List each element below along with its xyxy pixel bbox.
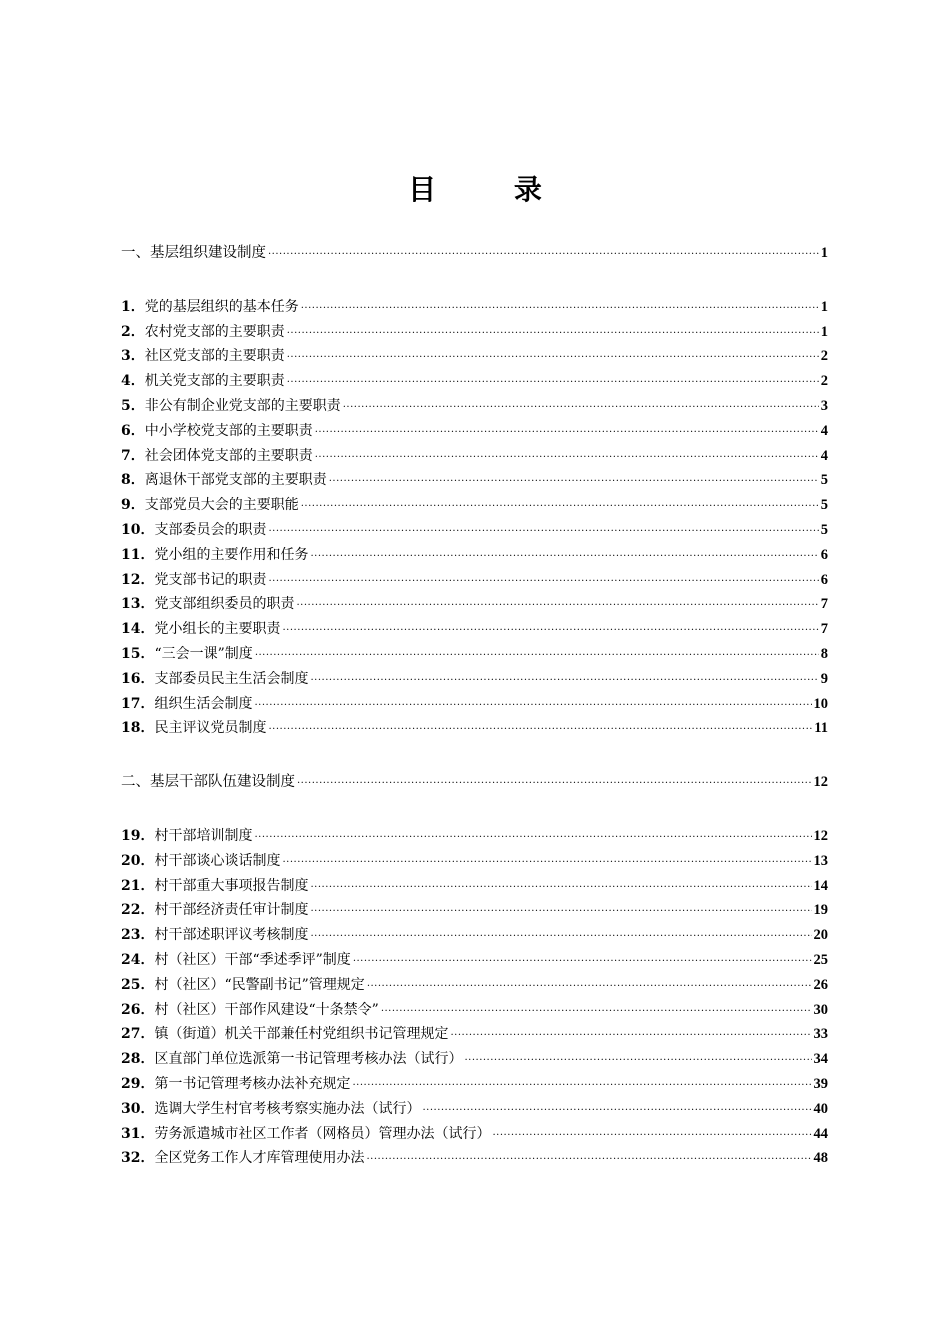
page-number: 10 — [813, 695, 828, 712]
toc-entry[interactable] — [121, 692, 828, 717]
page-number: 34 — [813, 1051, 828, 1068]
toc-section-heading[interactable] — [121, 770, 828, 795]
entry-number: 24． — [121, 951, 155, 968]
toc-entry[interactable] — [121, 1072, 828, 1097]
entry-title: 区直部门单位选派第一书记管理考核办法（试行） — [154, 1051, 463, 1068]
dot-leader — [492, 1128, 811, 1138]
entry-number: 21． — [121, 877, 155, 894]
dot-leader — [422, 1103, 811, 1113]
dot-leader — [329, 474, 819, 484]
table-of-contents — [121, 241, 828, 1171]
entry-title: 村干部述职评议考核制度 — [154, 927, 309, 944]
entry-number: 11． — [121, 546, 155, 563]
dot-leader — [268, 722, 812, 732]
page-number: 44 — [813, 1125, 828, 1142]
toc-entry[interactable] — [121, 1146, 828, 1171]
entry-title: 离退休干部党支部的主要职责 — [144, 472, 327, 489]
entry-title: 党的基层组织的基本任务 — [144, 298, 299, 315]
entry-number: 20． — [121, 852, 155, 869]
dot-leader — [297, 776, 812, 786]
entry-number: 22． — [121, 902, 155, 919]
toc-entry[interactable] — [121, 394, 828, 419]
entry-title: 第一书记管理考核办法补充规定 — [154, 1075, 351, 1092]
page-number: 8 — [820, 645, 828, 662]
section-title: 二、基层干部队伍建设制度 — [121, 774, 295, 791]
entry-title: 村干部重大事项报告制度 — [154, 877, 309, 894]
page-title: 目 录 — [408, 173, 576, 206]
entry-title: 党支部书记的职责 — [154, 571, 267, 588]
toc-entry[interactable] — [121, 898, 828, 923]
toc-entry[interactable] — [121, 518, 828, 543]
entry-title: 村干部经济责任审计制度 — [154, 902, 309, 919]
toc-entry[interactable] — [121, 295, 828, 320]
toc-entry[interactable] — [121, 468, 828, 493]
entry-title: 社会团体党支部的主要职责 — [144, 447, 313, 464]
entry-number: 4． — [121, 373, 145, 390]
spacer — [121, 795, 828, 824]
toc-section-heading[interactable] — [121, 241, 828, 266]
dot-leader — [343, 400, 819, 410]
entry-number: 8． — [121, 472, 145, 489]
entry-number: 7． — [121, 447, 145, 464]
section-title: 一、基层组织建设制度 — [121, 245, 266, 261]
dot-leader — [296, 598, 818, 608]
entry-title: 党小组的主要作用和任务 — [154, 546, 309, 563]
dot-leader — [381, 1004, 812, 1014]
dot-leader — [315, 450, 819, 460]
entry-title: 全区党务工作人才库管理使用办法 — [154, 1150, 365, 1167]
dot-leader — [464, 1053, 811, 1063]
entry-number: 10． — [121, 521, 155, 538]
page-number: 1 — [820, 323, 828, 340]
page-number: 30 — [813, 1001, 828, 1018]
toc-entry[interactable] — [121, 320, 828, 345]
entry-title: 镇（街道）机关干部兼任村党组织书记管理规定 — [154, 1026, 449, 1043]
toc-entry[interactable] — [121, 543, 828, 568]
spacer — [121, 741, 828, 770]
page-number: 5 — [820, 521, 828, 538]
toc-entry[interactable] — [121, 1022, 828, 1047]
page-number: 26 — [813, 976, 828, 993]
page-number: 7 — [820, 596, 828, 613]
entry-title: 机关党支部的主要职责 — [144, 373, 285, 390]
page-number: 33 — [813, 1026, 828, 1043]
entry-title: 村（社区）干部“季述季评”制度 — [154, 951, 351, 968]
toc-entry[interactable] — [121, 419, 828, 444]
entry-title: 支部委员民主生活会制度 — [154, 670, 309, 687]
dot-leader — [352, 1078, 811, 1088]
entry-number: 18． — [121, 720, 155, 737]
page-number: 14 — [813, 877, 828, 894]
dot-leader — [301, 499, 819, 509]
dot-leader — [282, 623, 818, 633]
page-number: 11 — [814, 720, 828, 737]
page-number: 13 — [813, 852, 828, 869]
dot-leader — [310, 549, 818, 559]
dot-leader — [287, 350, 819, 360]
dot-leader — [287, 375, 819, 385]
page-number: 4 — [820, 447, 828, 464]
entry-number: 30． — [121, 1100, 155, 1117]
entry-number: 5． — [121, 397, 145, 414]
page-number: 25 — [813, 951, 828, 968]
dot-leader — [287, 326, 819, 336]
entry-title: 劳务派遣城市社区工作者（网格员）管理办法（试行） — [154, 1125, 491, 1142]
toc-entry[interactable] — [121, 998, 828, 1023]
toc-entry[interactable] — [121, 923, 828, 948]
entry-title: “三会一课”制度 — [154, 645, 253, 662]
page-number: 6 — [820, 571, 828, 588]
toc-entry[interactable] — [121, 716, 828, 741]
entry-number: 13． — [121, 596, 155, 613]
entry-title: 中小学校党支部的主要职责 — [144, 422, 313, 439]
entry-number: 2． — [121, 323, 145, 340]
entry-title: 村（社区）干部作风建设“十条禁令” — [154, 1001, 379, 1018]
dot-leader — [310, 880, 811, 890]
entry-title: 社区党支部的主要职责 — [144, 348, 285, 365]
entry-number: 12． — [121, 571, 155, 588]
page-number: 2 — [820, 348, 828, 365]
page-number: 1 — [820, 245, 828, 261]
entry-number: 27． — [121, 1026, 155, 1043]
toc-entry[interactable] — [121, 667, 828, 692]
entry-title: 村干部培训制度 — [154, 827, 253, 844]
entry-number: 17． — [121, 695, 155, 712]
page-number: 4 — [820, 422, 828, 439]
page-number: 5 — [820, 472, 828, 489]
toc-entry[interactable] — [121, 824, 828, 849]
toc-entry[interactable] — [121, 642, 828, 667]
entry-title: 组织生活会制度 — [154, 695, 253, 712]
page-number: 12 — [813, 774, 828, 791]
entry-title: 党支部组织委员的职责 — [154, 596, 295, 613]
entry-number: 15． — [121, 645, 155, 662]
entry-number: 31． — [121, 1125, 155, 1142]
page-number: 3 — [820, 397, 828, 414]
dot-leader — [315, 425, 819, 435]
entry-number: 9． — [121, 497, 145, 514]
dot-leader — [255, 648, 819, 658]
dot-leader — [268, 524, 818, 534]
entry-number: 23． — [121, 927, 155, 944]
entry-title: 支部党员大会的主要职能 — [144, 497, 299, 514]
toc-entry[interactable] — [121, 617, 828, 642]
entry-number: 14． — [121, 621, 155, 638]
entry-number: 28． — [121, 1051, 155, 1068]
entry-number: 29． — [121, 1075, 155, 1092]
page-number: 2 — [820, 373, 828, 390]
dot-leader — [254, 830, 811, 840]
dot-leader — [301, 301, 819, 311]
page-number: 19 — [813, 902, 828, 919]
dot-leader — [254, 698, 811, 708]
toc-entry[interactable] — [121, 444, 828, 469]
toc-entry[interactable] — [121, 369, 828, 394]
toc-entry[interactable] — [121, 948, 828, 973]
entry-number: 26． — [121, 1001, 155, 1018]
toc-entry[interactable] — [121, 344, 828, 369]
toc-entry[interactable] — [121, 1122, 828, 1147]
dot-leader — [268, 574, 818, 584]
page-number: 7 — [820, 621, 828, 638]
page-number: 39 — [813, 1075, 828, 1092]
entry-title: 村（社区）“民警副书记”管理规定 — [154, 976, 365, 993]
toc-entry[interactable] — [121, 973, 828, 998]
toc-entry[interactable] — [121, 849, 828, 874]
page-number: 48 — [813, 1150, 828, 1167]
toc-entry[interactable] — [121, 592, 828, 617]
toc-entry[interactable] — [121, 1097, 828, 1122]
dot-leader — [367, 979, 812, 989]
entry-title: 村干部谈心谈话制度 — [154, 852, 281, 869]
page-number: 40 — [813, 1100, 828, 1117]
toc-entry[interactable] — [121, 1047, 828, 1072]
entry-title: 民主评议党员制度 — [154, 720, 267, 737]
page-number: 9 — [820, 670, 828, 687]
dot-leader — [310, 904, 811, 914]
page-number: 12 — [813, 827, 828, 844]
entry-number: 6． — [121, 422, 145, 439]
entry-title: 选调大学生村官考核考察实施办法（试行） — [154, 1100, 421, 1117]
dot-leader — [310, 673, 818, 683]
entry-number: 1． — [121, 298, 145, 315]
page-number: 5 — [820, 497, 828, 514]
entry-number: 16． — [121, 670, 155, 687]
page-number: 6 — [820, 546, 828, 563]
page-number: 20 — [813, 927, 828, 944]
dot-leader — [353, 954, 812, 964]
toc-entry[interactable] — [121, 874, 828, 899]
dot-leader — [366, 1152, 811, 1162]
toc-entry[interactable] — [121, 493, 828, 518]
entry-title: 非公有制企业党支部的主要职责 — [144, 397, 341, 414]
spacer — [121, 266, 828, 295]
entry-title: 党小组长的主要职责 — [154, 621, 281, 638]
dot-leader — [268, 247, 819, 257]
entry-number: 3． — [121, 348, 145, 365]
entry-number: 32． — [121, 1150, 155, 1167]
toc-entry[interactable] — [121, 568, 828, 593]
dot-leader — [310, 929, 811, 939]
entry-title: 农村党支部的主要职责 — [144, 323, 285, 340]
page-number: 1 — [820, 298, 828, 315]
entry-number: 25． — [121, 976, 155, 993]
entry-title: 支部委员会的职责 — [154, 521, 267, 538]
entry-number: 19． — [121, 827, 155, 844]
dot-leader — [282, 855, 811, 865]
dot-leader — [450, 1028, 811, 1038]
